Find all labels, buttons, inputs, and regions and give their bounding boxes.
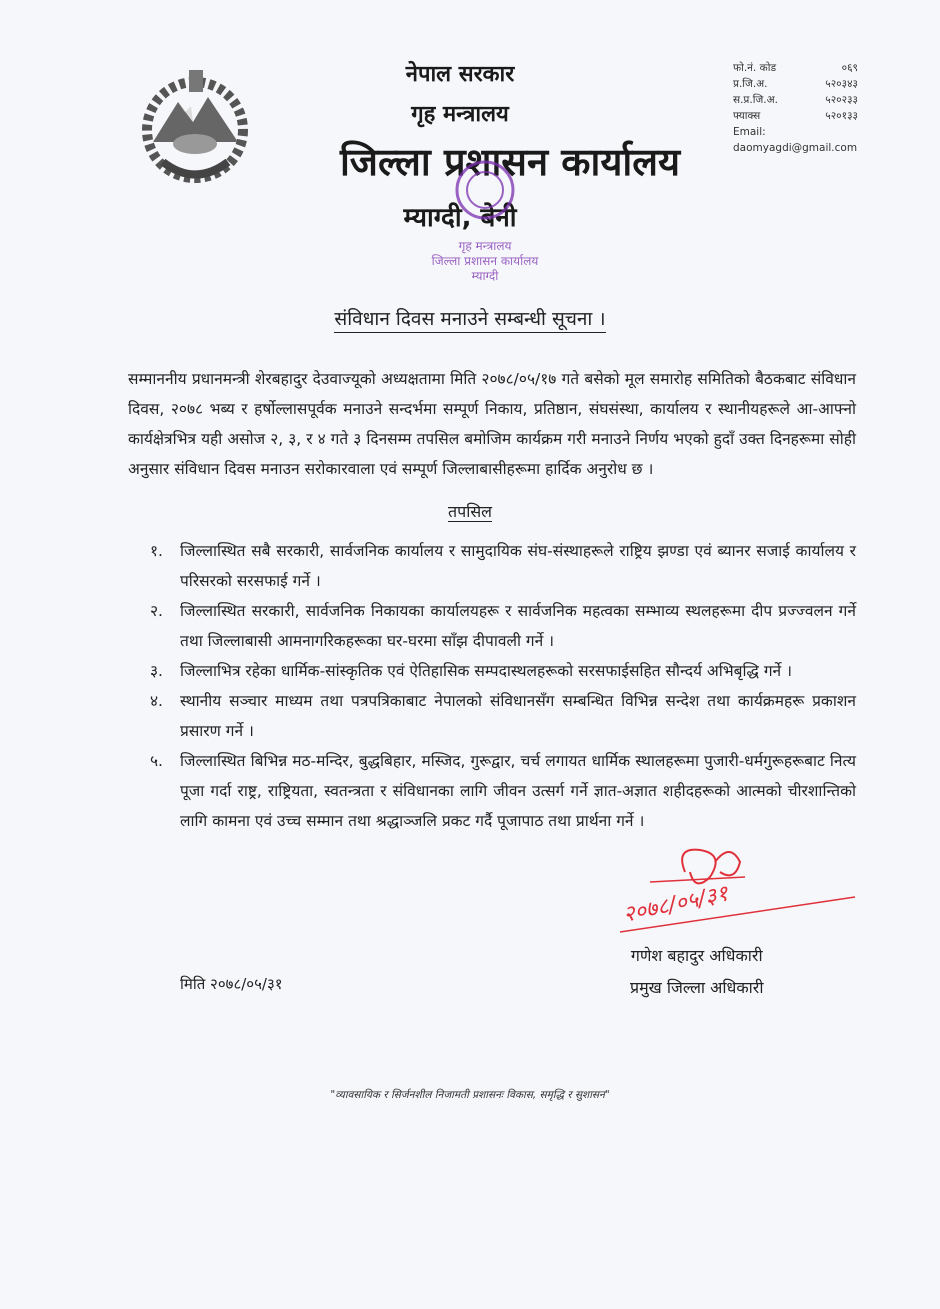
contact-value: ५२०२३३ bbox=[825, 94, 858, 106]
schedule-list bbox=[150, 536, 856, 836]
contact-row bbox=[733, 76, 858, 92]
item-text: स्थानीय सञ्चार माध्यम तथा पत्रपत्रिकाबाट नेपालको संविधानसँग सम्बन्धित विभिन्न सन्देश तथा कार्यक्रमहरू प्रकाशन प्रसारण गर्ने । bbox=[180, 692, 856, 740]
signature-block bbox=[0, 842, 940, 1042]
contact-value: ५२०३४३ bbox=[825, 78, 858, 90]
item-number: ४. bbox=[150, 692, 163, 710]
notice-subject bbox=[0, 304, 940, 334]
svg-text:म्याग्दी: म्याग्दी bbox=[471, 269, 499, 283]
schedule-heading bbox=[0, 498, 940, 526]
item-text: जिल्लास्थित बिभिन्न मठ-मन्दिर, बुद्धबिहार, मस्जिद, गुरूद्वार, चर्च लगायत धार्मिक स्थालहरूमा पुजारी-धर्मगुरूहरूबाट नित्य पूजा गर्दा राष्ट्र, राष्ट्रियता, स्वतन्त्रता र संविधानका लागि जीवन उत्सर्ग गर्ने ज्ञात-अज्ञात शहीदहरूको आत्मको चीरशान्तिको लागि कामना एवं उच्च सम्मान तथा श्रद्धाञ्जलि प्रकट गर्दै पूजापाठ तथा प्रार्थना गर्ने । bbox=[180, 752, 856, 830]
item-text: जिल्लाभित्र रहेका धार्मिक-सांस्कृतिक एवं ऐतिहासिक सम्पदास्थलहरूको सरसफाईसहित सौन्दर्य अभिबृद्धि गर्ने । bbox=[180, 662, 792, 680]
contact-label: स.प्र.जि.अ. bbox=[733, 94, 778, 106]
subject-text: संविधान दिवस मनाउने सम्बन्धी सूचना । bbox=[334, 308, 605, 333]
contact-info bbox=[733, 60, 858, 156]
list-item bbox=[150, 746, 856, 836]
contact-row bbox=[733, 92, 858, 108]
office-stamp bbox=[395, 150, 575, 290]
contact-label: फ्याक्स bbox=[733, 110, 761, 122]
contact-value: ५२०१३३ bbox=[825, 110, 858, 122]
svg-text:गृह मन्त्रालय: गृह मन्त्रालय bbox=[458, 239, 512, 253]
notice-body: सम्माननीय प्रधानमन्त्री शेरबहादुर देउवाज्यूको अध्यक्षतामा मिति २०७८/०५/१७ गते बसेको मूल समारोह समितिको बैठकबाट संविधान दिवस, २०७८ भब्य र हर्षोल्लासपूर्वक मनाउने सन्दर्भमा सम्पूर्ण निकाय, प्रतिष्ठान, संघसंस्था, कार्यालय र स्थानीयहरूले आ-आफ्नो कार्यक्षेत्रभित्र यही असोज २, ३, र ४ गते ३ दिनसम्म तपसिल बमोजिम कार्यक्रम गरी मनाउने निर्णय भएको हुदाँ उक्त दिनहरूमा सोही अनुसार संविधान दिवस मनाउन सरोकारवाला एवं सम्पूर्ण जिल्लाबासीहरूमा हार्दिक अनुरोध छ । bbox=[128, 370, 856, 478]
ministry-heading: गृह मन्त्रालय bbox=[411, 102, 509, 127]
schedule-heading-text: तपसिल bbox=[447, 502, 493, 521]
signer-block bbox=[630, 940, 763, 1004]
contact-row bbox=[733, 60, 858, 76]
contact-row bbox=[733, 108, 858, 124]
item-number: १. bbox=[150, 542, 163, 560]
contact-value: ०६९ bbox=[841, 62, 858, 74]
contact-label: प्र.जि.अ. bbox=[733, 78, 768, 90]
notice-content bbox=[0, 304, 940, 1122]
list-item bbox=[150, 536, 856, 596]
notice-date: मिति २०७८/०५/३१ bbox=[180, 975, 283, 993]
list-item bbox=[150, 596, 856, 656]
handwritten-signature bbox=[615, 842, 865, 937]
footer-motto: "व्यावसायिक र सिर्जनशील निजामती प्रशासनः विकास, समृद्धि र सुशासन" bbox=[330, 1089, 610, 1101]
district-heading: म्याग्दी, बेनी bbox=[403, 203, 517, 233]
nepal-emblem-logo bbox=[133, 62, 258, 192]
signature-date: २०७८/०५/३१ bbox=[621, 881, 731, 928]
contact-label: फो.नं. कोड bbox=[733, 62, 777, 74]
svg-text:जिल्ला प्रशासन कार्यालय: जिल्ला प्रशासन कार्यालय bbox=[431, 254, 539, 268]
item-number: २. bbox=[150, 602, 163, 620]
list-item bbox=[150, 656, 856, 686]
item-text: जिल्लास्थित सबै सरकारी, सार्वजनिक कार्यालय र सामुदायिक संघ-संस्थाहरूले राष्ट्रिय झण्डा एवं ब्यानर सजाई कार्यालय र परिसरको सरसफाई गर्ने । bbox=[180, 542, 856, 590]
signer-name: गणेश बहादुर अधिकारी bbox=[630, 946, 763, 965]
office-heading: जिल्ला प्रशासन कार्यालय bbox=[339, 140, 681, 184]
item-text: जिल्लास्थित सरकारी, सार्वजनिक निकायका कार्यालयहरू र सार्वजनिक महत्वका सम्भाव्य स्थलहरूमा दीप प्रज्ज्वलन गर्ने तथा जिल्लाबासी आमनागरिकहरूका घर-घरमा साँझ दीपावली गर्ने । bbox=[180, 602, 856, 650]
signer-title: प्रमुख जिल्ला अधिकारी bbox=[630, 978, 764, 997]
email-label: Email: bbox=[733, 126, 766, 138]
email-address: daomyagdi@gmail.com bbox=[733, 142, 858, 154]
government-heading: नेपाल सरकार bbox=[405, 62, 515, 87]
item-number: ५. bbox=[150, 752, 163, 770]
item-number: ३. bbox=[150, 662, 163, 680]
list-item bbox=[150, 686, 856, 746]
